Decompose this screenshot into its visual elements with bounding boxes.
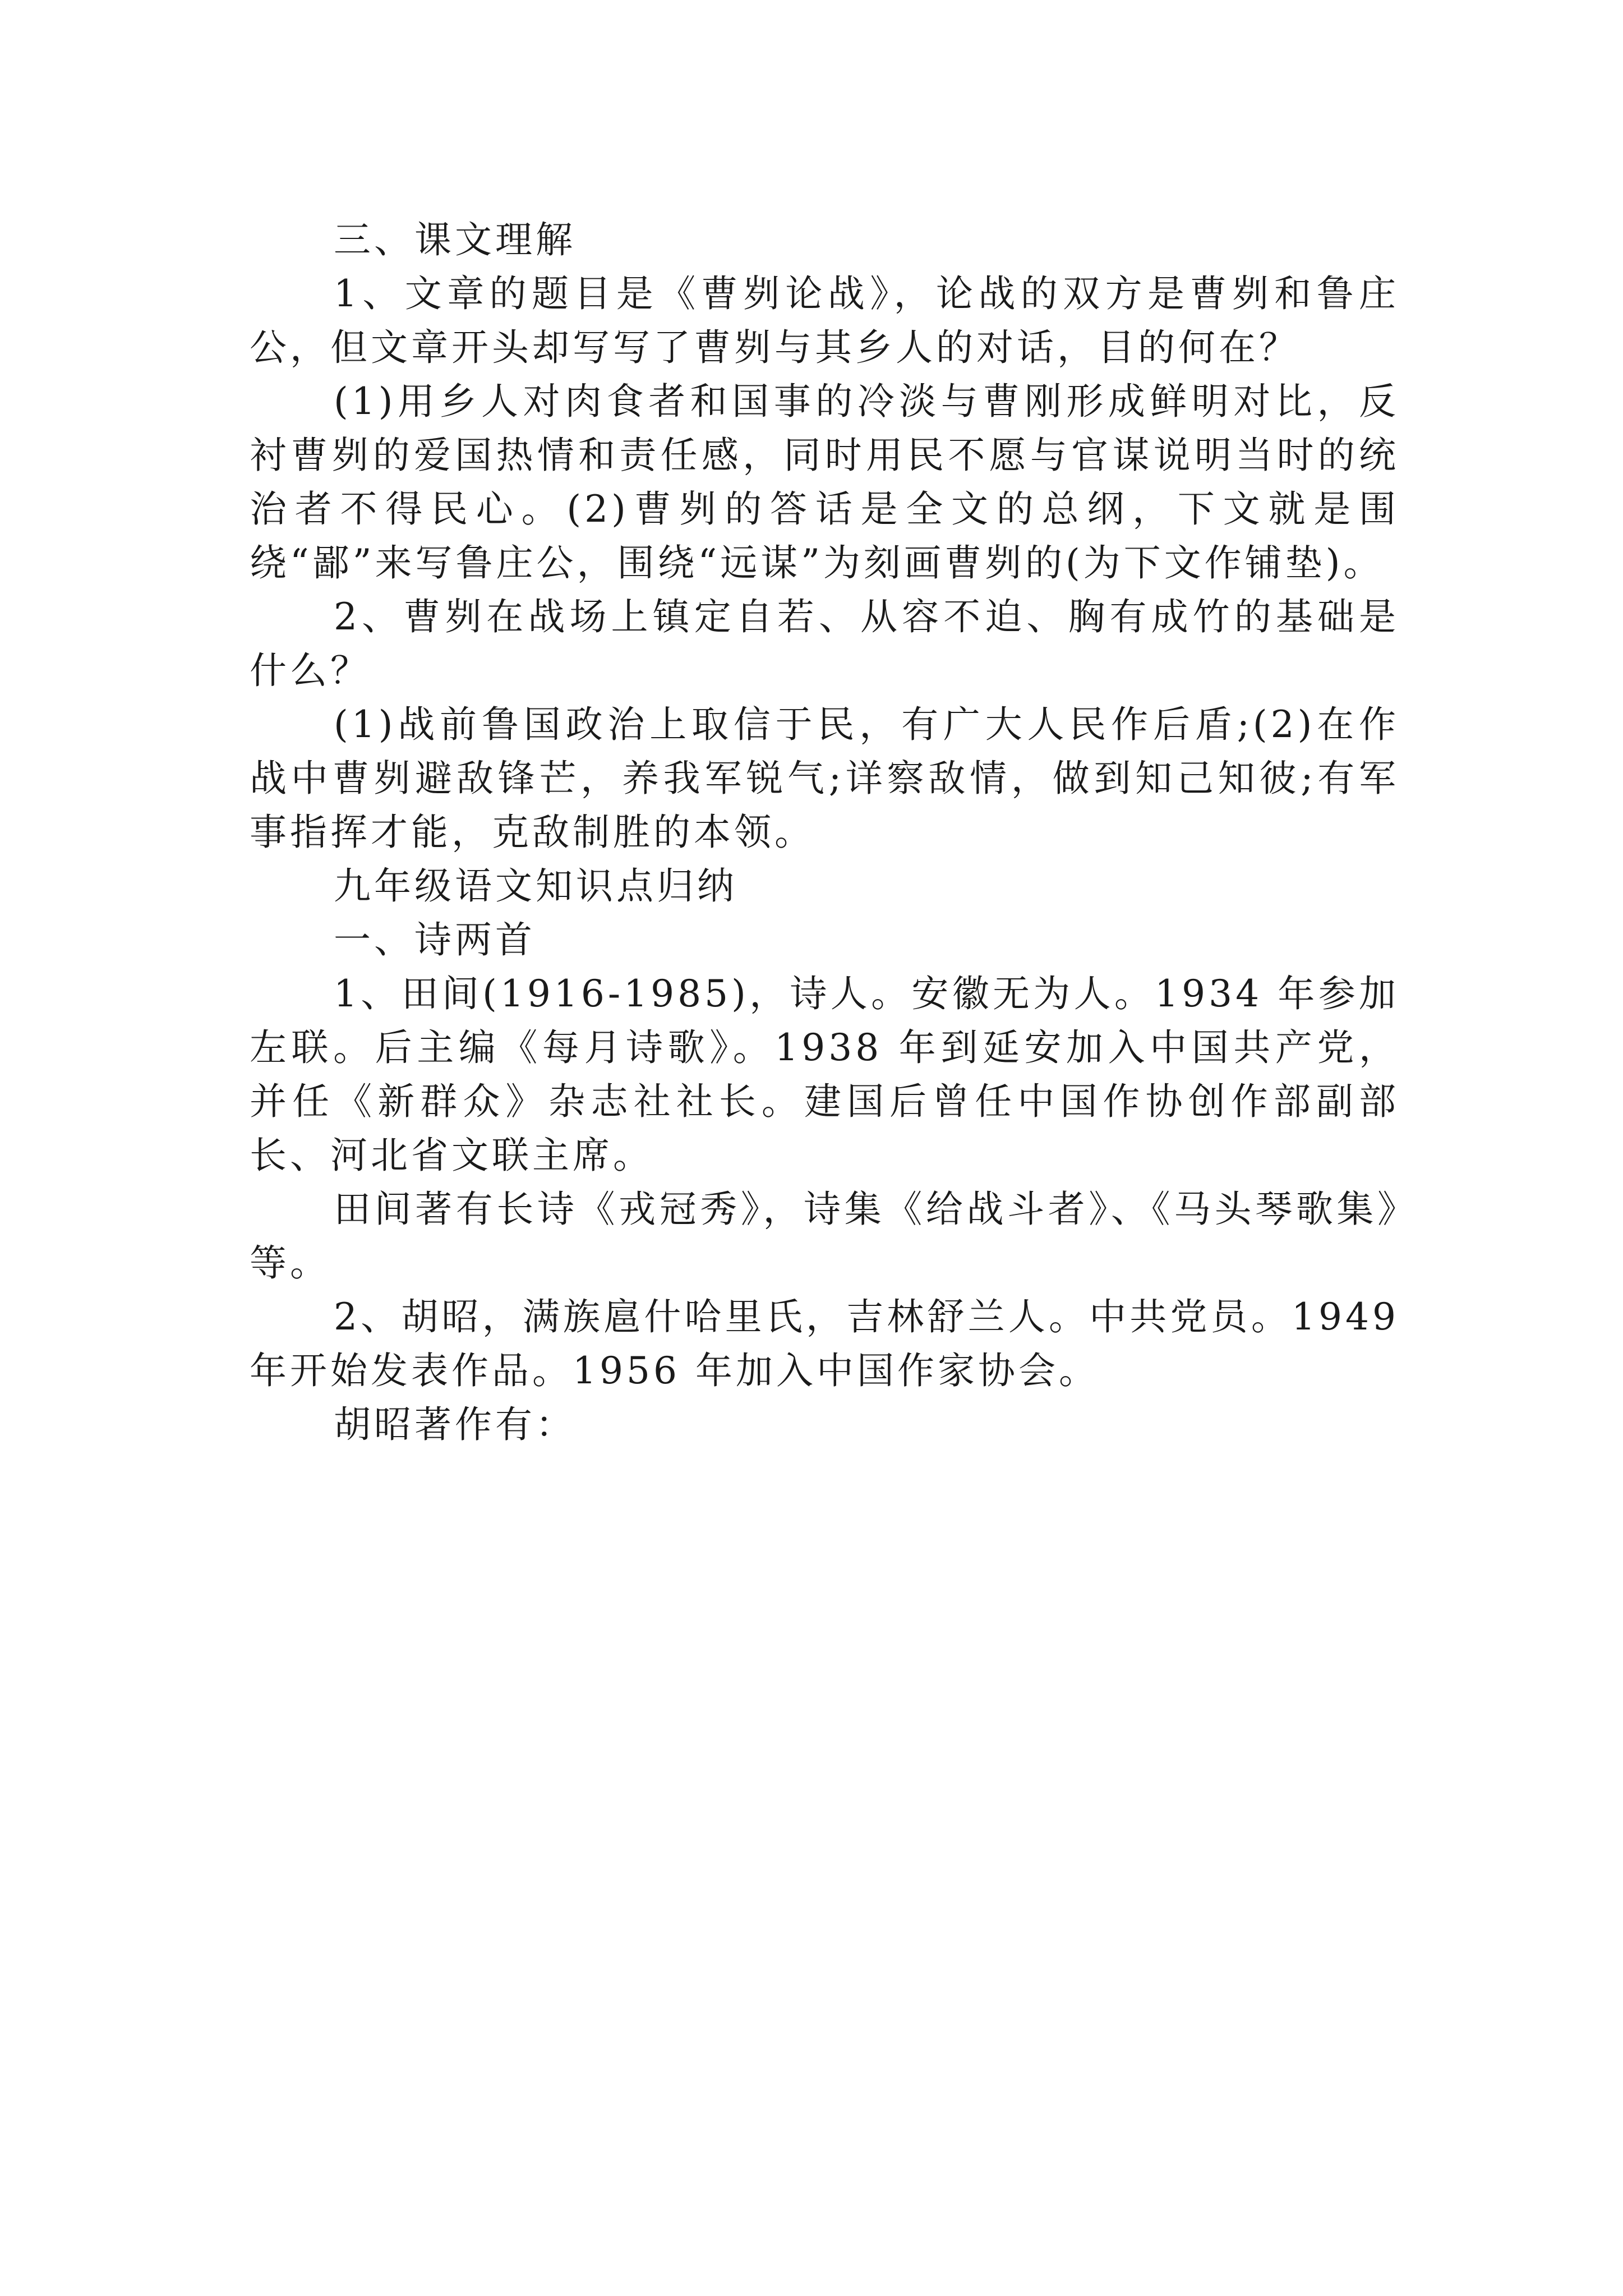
section-title: 九年级语文知识点归纳 — [334, 864, 737, 908]
body-paragraph: 胡昭著作有： — [334, 1403, 576, 1446]
document-page — [250, 213, 1399, 1452]
section-heading: 三、课文理解 — [334, 218, 576, 261]
answer-paragraph: (1)战前鲁国政治上取信于民，有广大人民作后盾;(2)在作战中曹刿避敌锋芒，养我军锐气;详察敌情，做到知己知彼;有军事指挥才能，克敌制胜的本领。 — [250, 703, 1399, 854]
question-paragraph: 1、文章的题目是《曹刿论战》，论战的双方是曹刿和鲁庄公，但文章开头却写写了曹刿与其乡人的对话，目的何在？ — [250, 272, 1399, 369]
question-paragraph: 2、曹刿在战场上镇定自若、从容不迫、胸有成竹的基础是什么？ — [250, 595, 1399, 692]
body-paragraph: 2、胡昭，满族扈什哈里氏，吉林舒兰人。中共党员。1949 年开始发表作品。1956 年加入中国作家协会。 — [250, 1295, 1399, 1392]
body-paragraph: 1、田间(1916-1985)，诗人。安徽无为人。1934 年参加左联。后主编《每月诗歌》。1938 年到延安加入中国共产党，并任《新群众》杂志社社长。建国后曾任中国作协创作部副部长、河北省文联主席。 — [250, 972, 1399, 1177]
section-heading: 一、诗两首 — [334, 918, 536, 961]
body-paragraph: 田间著有长诗《戎冠秀》，诗集《给战斗者》、《马头琴歌集》等。 — [250, 1188, 1399, 1285]
answer-paragraph: (1)用乡人对肉食者和国事的冷淡与曹刚形成鲜明对比，反衬曹刿的爱国热情和责任感，同时用民不愿与官谋说明当时的统治者不得民心。(2)曹刿的答话是全文的总纲，下文就是围绕“鄙”来写鲁庄公，围绕“远谋”为刻画曹刿的(为下文作铺垫)。 — [250, 380, 1399, 585]
